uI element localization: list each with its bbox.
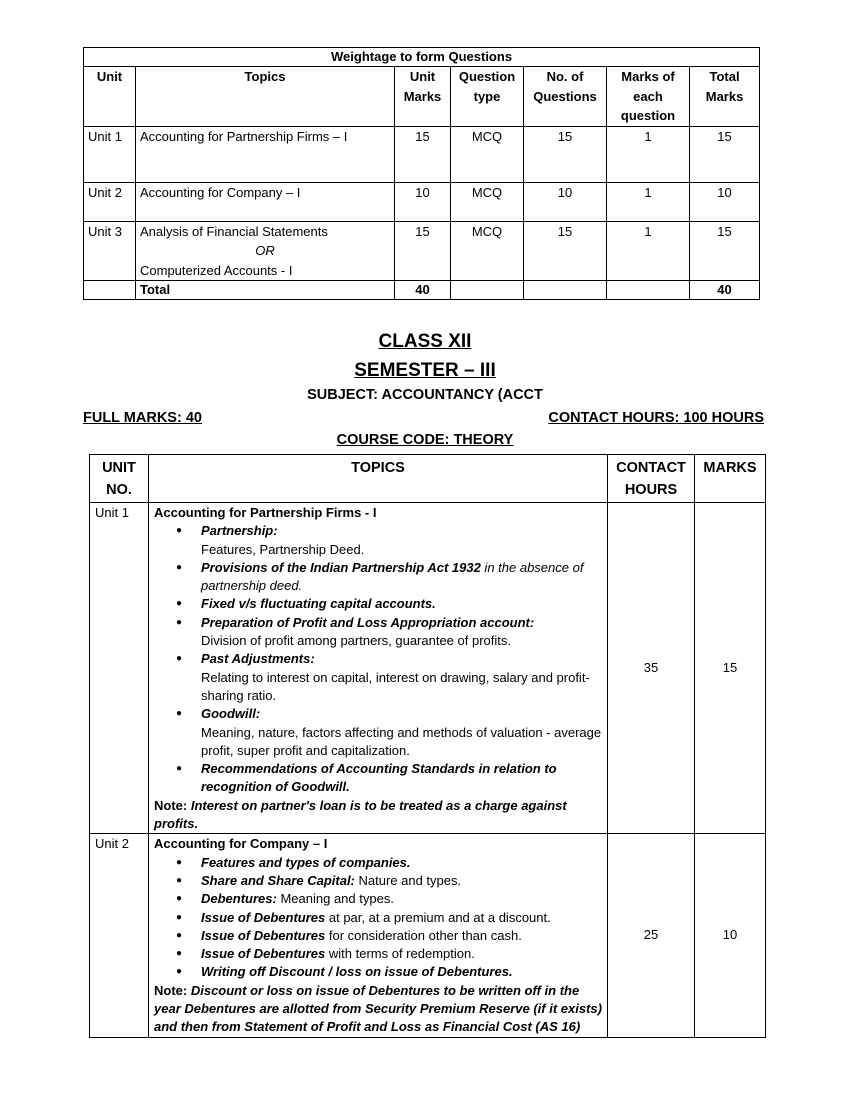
questions-cell: 10 (524, 182, 607, 221)
topic-cell: Accounting for Company – I (136, 182, 395, 221)
unit-marks-cell: 15 (395, 126, 451, 182)
unit-cell: Unit 1 (90, 503, 149, 834)
list-item: ● Past Adjustments: Relating to interest on capital, interest on drawing, salary and profit-sharing ratio. (201, 650, 602, 705)
topics-cell (149, 503, 608, 834)
total-marks-cell: 10 (690, 182, 760, 221)
contact-hours: CONTACT HOURS: 100 HOURS (548, 410, 764, 426)
contact-hours-cell: 25 (608, 834, 695, 1037)
unit-title: Accounting for Company – I (154, 836, 328, 852)
header-topics: Topics (136, 67, 395, 127)
syllabus-table (89, 454, 766, 1038)
total-total-marks: 40 (690, 281, 760, 300)
contact-hours-cell: 35 (608, 503, 695, 834)
list-item: ● Issue of Debentures at par, at a premium and at a discount. (201, 909, 602, 927)
topic-line-b: Computerized Accounts - I (140, 262, 293, 278)
header-no-of-questions: No. of Questions (524, 67, 607, 127)
total-marks-cell: 15 (690, 126, 760, 182)
marks-cell: 15 (695, 503, 766, 834)
weightage-table (83, 47, 760, 300)
marks-cell: 10 (695, 834, 766, 1037)
list-item: ● Issue of Debentures for consideration other than cash. (201, 927, 602, 945)
subject-heading: SUBJECT: ACCOUNTANCY (ACCT (307, 387, 543, 403)
unit-cell: Unit 3 (84, 221, 136, 281)
header-unit: Unit (84, 67, 136, 127)
unit-note: Note: Interest on partner's loan is to be treated as a charge against profits. (154, 797, 567, 832)
table-row (90, 834, 766, 1037)
question-type-cell: MCQ (451, 221, 524, 281)
topic-list (154, 854, 602, 982)
questions-cell: 15 (524, 221, 607, 281)
list-item: ● Issue of Debentures with terms of redemption. (201, 945, 602, 963)
list-item: ● Debentures: Meaning and types. (201, 890, 602, 908)
topic-list (154, 522, 602, 796)
topic-line-a: Analysis of Financial Statements (140, 223, 328, 239)
list-item: ● Provisions of the Indian Partnership Act 1932 in the absence of partnership deed. (201, 559, 602, 596)
header-total-marks: Total Marks (690, 67, 760, 127)
list-item: ● Goodwill: Meaning, nature, factors affecting and methods of valuation - average profit, super profit and capitalization. (201, 705, 602, 760)
unit-title: Accounting for Partnership Firms - I (154, 505, 377, 520)
unit-marks-cell: 10 (395, 182, 451, 221)
header-unit-marks: Unit Marks (395, 67, 451, 127)
marks-each-cell: 1 (607, 221, 690, 281)
list-item: ● Share and Share Capital: Nature and types. (201, 872, 602, 890)
list-item: ● Features and types of companies. (201, 854, 602, 872)
course-code: COURSE CODE: THEORY (336, 432, 514, 448)
question-type-cell: MCQ (451, 182, 524, 221)
semester-heading: SEMESTER – III (354, 360, 496, 381)
list-item: ● Partnership: Features, Partnership Deed. (201, 522, 602, 559)
unit-cell: Unit 1 (84, 126, 136, 182)
topic-or: OR (255, 243, 275, 258)
header-marks: MARKS (695, 455, 766, 503)
marks-each-cell: 1 (607, 126, 690, 182)
list-item: ● Writing off Discount / loss on issue of Debentures. (201, 963, 602, 981)
list-item: ● Recommendations of Accounting Standards in relation to recognition of Goodwill. (201, 760, 602, 797)
topic-cell (136, 221, 395, 281)
header-unit-no: UNIT NO. (90, 455, 149, 503)
class-heading: CLASS XII (378, 331, 472, 352)
header-question-type: Question type (451, 67, 524, 127)
total-row (84, 281, 760, 300)
table-row (84, 126, 760, 182)
header-contact-hours: CONTACT HOURS (608, 455, 695, 503)
total-label: Total (136, 281, 395, 300)
header-topics: TOPICS (149, 455, 608, 503)
unit-note: Note: Discount or loss on issue of Debentures to be written off in the year Debentures are allotted from Security Premium Reserve (if it exists) and then from Statement of Profit and Loss as Financial Cost (AS 16) (154, 982, 602, 1035)
table-row (84, 182, 760, 221)
list-item: ● Fixed v/s fluctuating capital accounts. (201, 595, 602, 613)
marks-each-cell: 1 (607, 182, 690, 221)
table-row (90, 503, 766, 834)
header-marks-each: Marks of each question (607, 67, 690, 127)
topic-cell: Accounting for Partnership Firms – I (136, 126, 395, 182)
total-marks-cell: 15 (690, 221, 760, 281)
unit-marks-cell: 15 (395, 221, 451, 281)
questions-cell: 15 (524, 126, 607, 182)
unit-cell: Unit 2 (90, 834, 149, 1037)
unit-cell: Unit 2 (84, 182, 136, 221)
weightage-caption: Weightage to form Questions (84, 48, 760, 67)
list-item: ● Preparation of Profit and Loss Appropriation account: Division of profit among partners, guarantee of profits. (201, 614, 602, 651)
question-type-cell: MCQ (451, 126, 524, 182)
topics-cell (149, 834, 608, 1037)
full-marks: FULL MARKS: 40 (83, 410, 202, 426)
table-row (84, 221, 760, 281)
total-unit-marks: 40 (395, 281, 451, 300)
